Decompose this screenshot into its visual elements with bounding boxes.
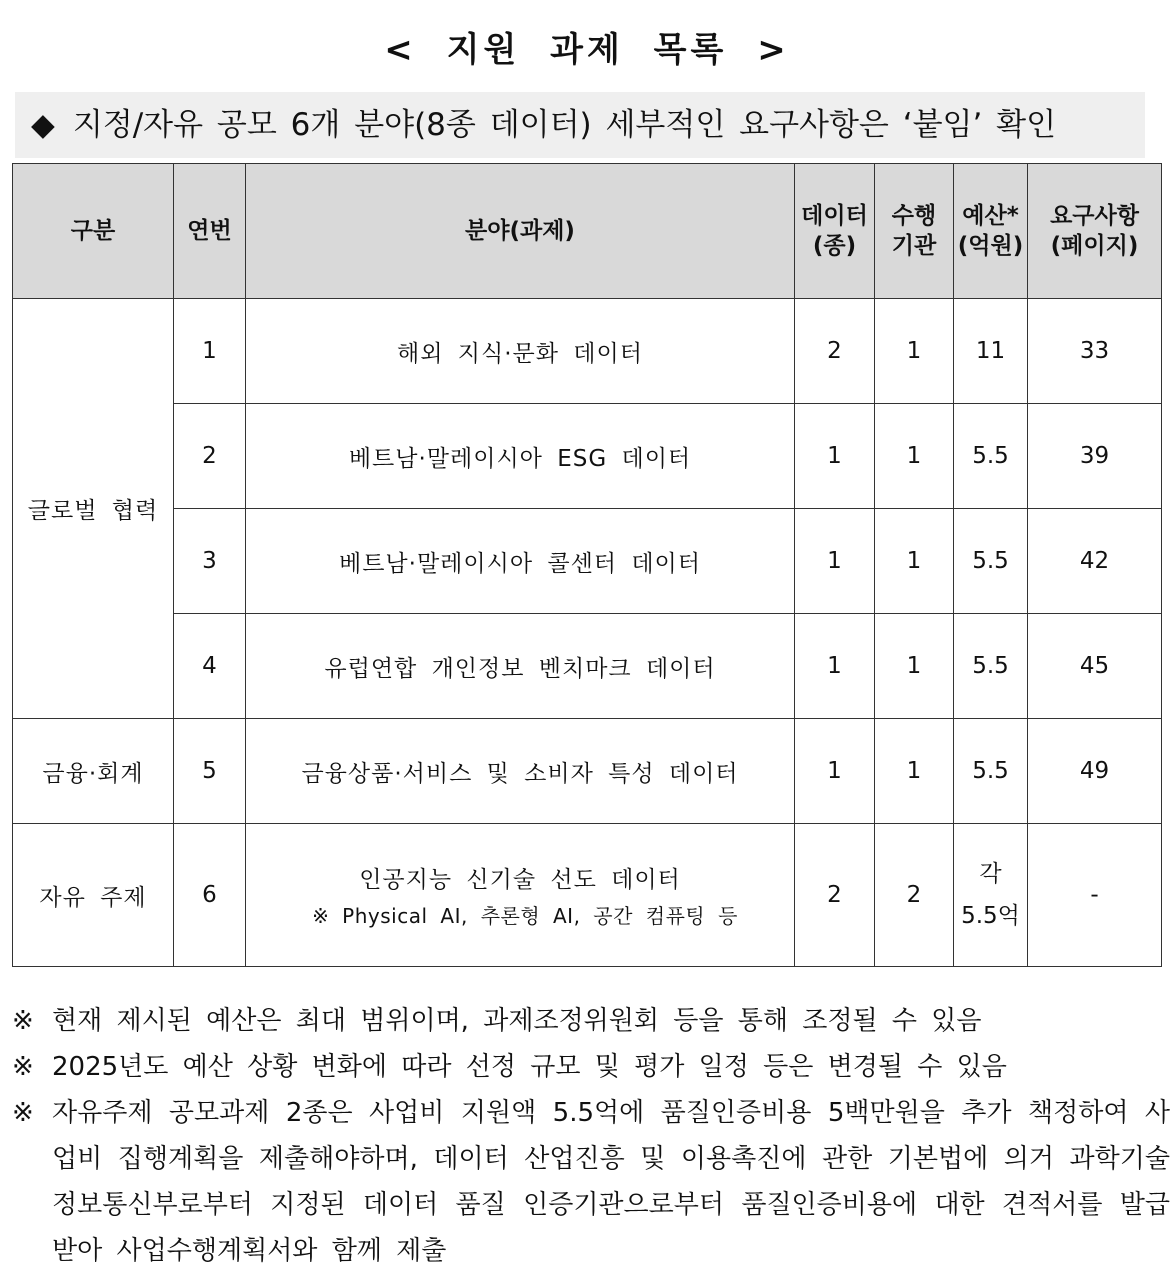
row-field-note: ※ Physical AI, 추론형 AI, 공간 컴퓨팅 등 <box>312 904 738 928</box>
page-title: < 지원 과제 목록 > <box>384 30 790 70</box>
header-field: 분야(과제) <box>246 164 795 299</box>
row-budget: 5.5 <box>954 719 1028 824</box>
header-category: 구분 <box>13 164 174 299</box>
row-field: 베트남·말레이시아 ESG 데이터 <box>246 404 795 509</box>
row-organization: 1 <box>875 509 954 614</box>
diamond-bullet-icon: ◆ <box>31 107 55 143</box>
row-budget: 5.5 <box>954 404 1028 509</box>
header-data-line2: (종) <box>812 233 857 259</box>
footnote-text: 2025년도 예산 상황 변화에 따라 선정 규모 및 평가 일정 등은 변경될 수 있음 <box>52 1052 1007 1082</box>
header-requirements <box>1028 164 1162 299</box>
table-row <box>13 404 1162 509</box>
row-data-count: 1 <box>795 719 875 824</box>
header-budget <box>954 164 1028 299</box>
project-list-table <box>12 163 1162 967</box>
table-row <box>13 299 1162 404</box>
header-data-count <box>795 164 875 299</box>
row-requirements-page: 33 <box>1028 299 1162 404</box>
table-row <box>13 719 1162 824</box>
category-cell: 금융·회계 <box>13 719 174 824</box>
category-cell: 글로벌 협력 <box>13 299 174 719</box>
row-requirements-page: - <box>1028 824 1162 967</box>
row-no: 1 <box>174 299 246 404</box>
notice-banner <box>15 92 1145 158</box>
table-row <box>13 614 1162 719</box>
table-header-row <box>13 164 1162 299</box>
header-budget-line1: 예산* <box>962 203 1019 229</box>
row-organization: 1 <box>875 299 954 404</box>
header-org-line1: 수행 <box>891 203 937 229</box>
row-field <box>246 824 795 967</box>
row-budget <box>954 824 1028 967</box>
header-organization <box>875 164 954 299</box>
row-no: 3 <box>174 509 246 614</box>
row-organization: 1 <box>875 614 954 719</box>
header-data-line1: 데이터 <box>801 203 868 229</box>
footnote-text: 자유주제 공모과제 2종은 사업비 지원액 5.5억에 품질인증비용 5백만원을 추가 책정하여 사업비 집행계획을 제출해야하며, 데이터 산업진흥 및 이용촉진에 관한 기본법에 의거 과학기술정보통신부로부터 지정된 데이터 품질 인증기관으로부터 품질인증비용에 대한 견적서를 발급받아 사업수행계획서와 함께 제출 <box>52 1098 1170 1266</box>
reference-mark-icon: ※ <box>12 1006 34 1036</box>
row-data-count: 2 <box>795 824 875 967</box>
row-organization: 2 <box>875 824 954 967</box>
row-budget: 5.5 <box>954 509 1028 614</box>
reference-mark-icon: ※ <box>12 1052 34 1082</box>
table-row <box>13 509 1162 614</box>
row-no: 5 <box>174 719 246 824</box>
row-budget-line1: 각 <box>979 861 1002 887</box>
reference-mark-icon: ※ <box>12 1098 34 1128</box>
row-requirements-page: 42 <box>1028 509 1162 614</box>
header-req-line2: (페이지) <box>1050 233 1139 259</box>
row-no: 4 <box>174 614 246 719</box>
row-data-count: 1 <box>795 614 875 719</box>
header-org-line2: 기관 <box>891 233 937 259</box>
row-field: 유럽연합 개인정보 벤치마크 데이터 <box>246 614 795 719</box>
row-field-title: 인공지능 신기술 선도 데이터 <box>359 867 681 893</box>
notice-text: 지정/자유 공모 6개 분야(8종 데이터) 세부적인 요구사항은 ‘붙임’ 확인 <box>72 107 1057 143</box>
row-no: 2 <box>174 404 246 509</box>
row-field: 해외 지식·문화 데이터 <box>246 299 795 404</box>
row-organization: 1 <box>875 404 954 509</box>
row-no: 6 <box>174 824 246 967</box>
row-budget: 5.5 <box>954 614 1028 719</box>
footnote-text: 현재 제시된 예산은 최대 범위이며, 과제조정위원회 등을 통해 조정될 수 있음 <box>52 1006 982 1036</box>
row-field: 베트남·말레이시아 콜센터 데이터 <box>246 509 795 614</box>
row-data-count: 1 <box>795 509 875 614</box>
row-budget-line2: 5.5억 <box>961 903 1020 929</box>
category-cell: 자유 주제 <box>13 824 174 967</box>
header-req-line1: 요구사항 <box>1050 203 1139 229</box>
table-row <box>13 824 1162 967</box>
row-requirements-page: 49 <box>1028 719 1162 824</box>
row-data-count: 1 <box>795 404 875 509</box>
footnote-item <box>12 1044 1170 1090</box>
row-budget: 11 <box>954 299 1028 404</box>
row-requirements-page: 39 <box>1028 404 1162 509</box>
header-budget-line2: (억원) <box>957 233 1024 259</box>
row-data-count: 2 <box>795 299 875 404</box>
header-no: 연번 <box>174 164 246 299</box>
footnote-item <box>12 998 1170 1044</box>
footnotes <box>12 998 1170 1274</box>
footnote-item <box>12 1090 1170 1274</box>
row-organization: 1 <box>875 719 954 824</box>
row-field: 금융상품·서비스 및 소비자 특성 데이터 <box>246 719 795 824</box>
row-requirements-page: 45 <box>1028 614 1162 719</box>
